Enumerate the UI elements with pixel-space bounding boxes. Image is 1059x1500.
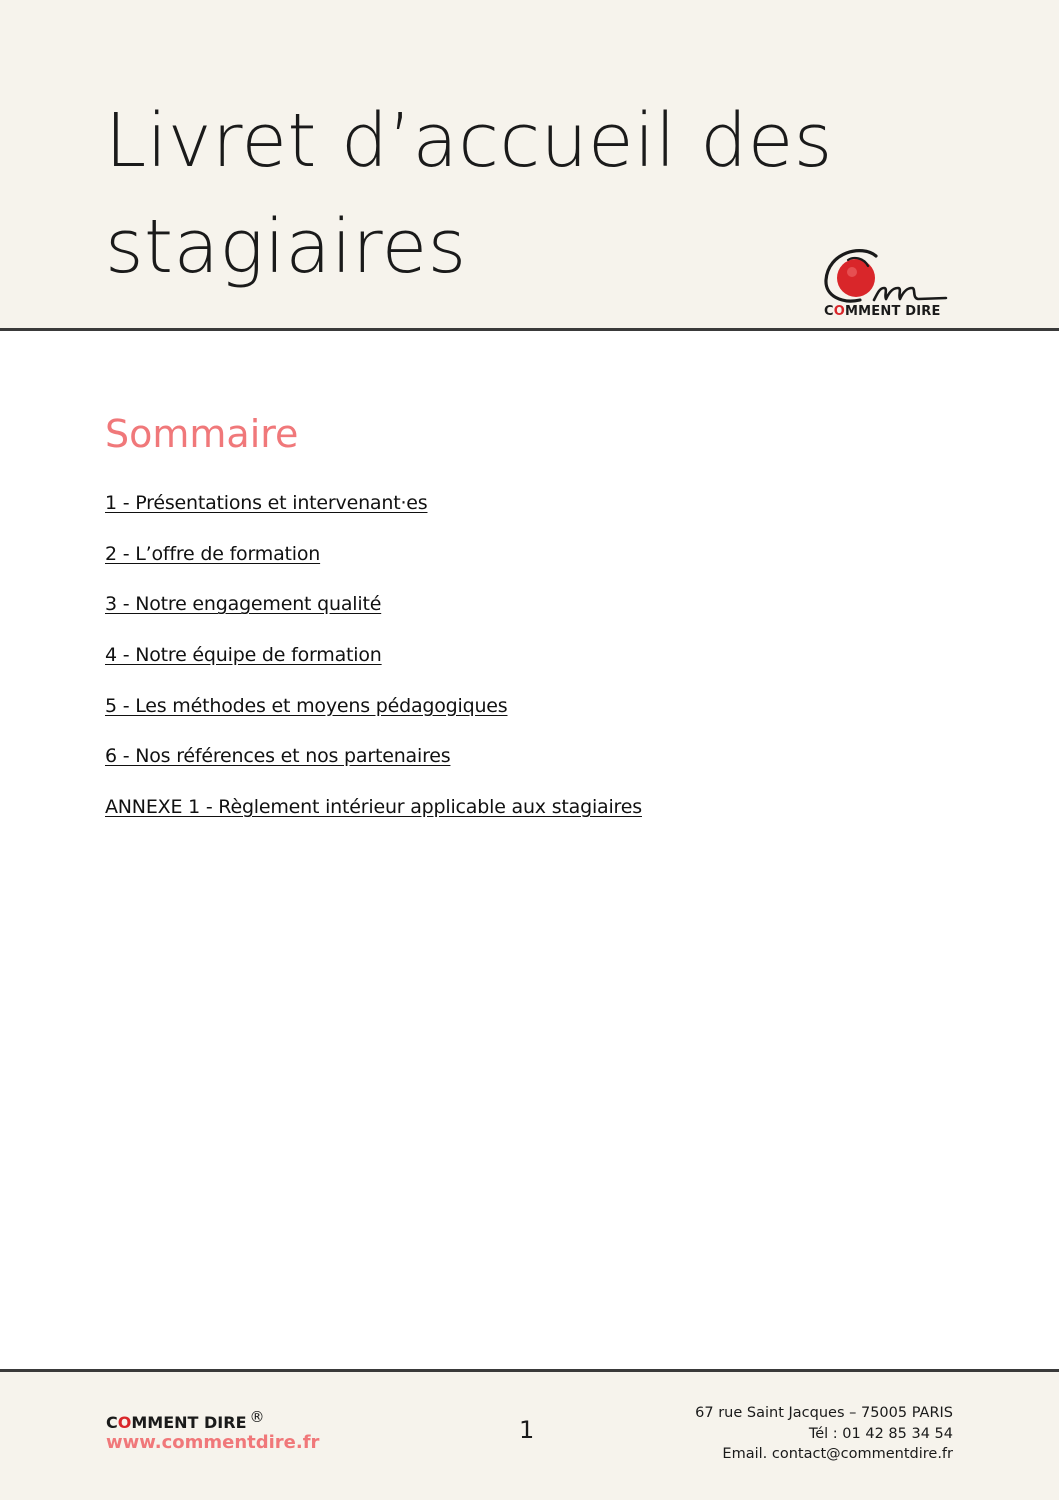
footer-band	[0, 1369, 1059, 1500]
toc-link-1[interactable]: 1 - Présentations et intervenant·es	[105, 492, 428, 514]
table-of-contents	[105, 490, 642, 845]
footer-brand: COMMENT DIRE ®	[106, 1408, 265, 1432]
toc-item	[105, 490, 642, 541]
page-number: 1	[519, 1416, 535, 1444]
header-band	[0, 0, 1059, 331]
toc-item	[105, 794, 642, 845]
footer-website-link[interactable]: www.commentdire.fr	[106, 1432, 320, 1453]
toc-item	[105, 743, 642, 794]
toc-link-2[interactable]: 2 - L’offre de formation	[105, 542, 321, 565]
toc-item	[105, 693, 642, 744]
toc-heading: Sommaire	[105, 412, 299, 456]
toc-item	[105, 591, 642, 642]
registered-mark: ®	[249, 1408, 265, 1426]
toc-item	[105, 541, 642, 592]
footer-contact	[695, 1403, 953, 1465]
toc-link-6[interactable]: 6 - Nos références et nos partenaires	[105, 745, 451, 768]
footer-phone: Tél : 01 42 85 34 54	[808, 1425, 953, 1442]
toc-item	[105, 642, 642, 693]
toc-link-3[interactable]: 3 - Notre engagement qualité	[105, 593, 382, 616]
logo-wordmark: COMMENT DIRE	[824, 304, 941, 319]
toc-link-annexe-1[interactable]: ANNEXE 1 - Règlement intérieur applicable aux stagiaires	[105, 796, 642, 819]
footer-email[interactable]: Email. contact@commentdire.fr	[722, 1446, 953, 1462]
document-title: Livret d’accueil des stagiaires	[105, 98, 833, 290]
toc-link-5[interactable]: 5 - Les méthodes et moyens pédagogiques	[105, 694, 508, 717]
comment-dire-logo	[818, 246, 953, 324]
footer-address: 67 rue Saint Jacques – 75005 PARIS	[695, 1405, 953, 1421]
logo-mark-icon	[818, 246, 953, 306]
toc-link-4[interactable]: 4 - Notre équipe de formation	[105, 644, 382, 667]
